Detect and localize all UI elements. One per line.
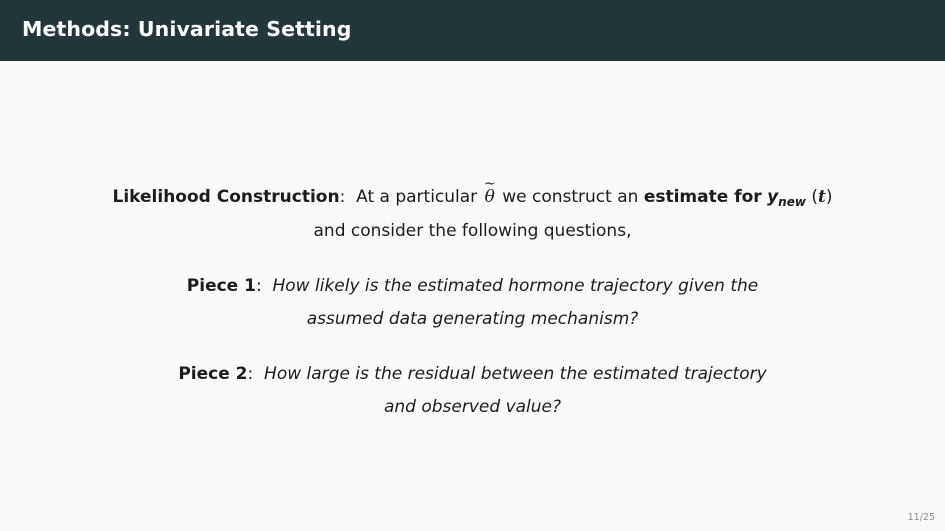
piece2-label: Piece 2 xyxy=(178,364,248,384)
estimate-phrase: estimate for xyxy=(643,187,762,207)
piece2-question-2: and observed value? xyxy=(383,397,562,417)
slide-title: Methods: Univariate Setting xyxy=(22,17,352,41)
t-variable: t xyxy=(817,187,826,207)
theta-tilde-symbol xyxy=(483,176,497,214)
y-variable: y xyxy=(767,187,779,207)
frame-header xyxy=(0,0,945,61)
page-number: 11/25 xyxy=(907,512,935,523)
theta-letter: θ xyxy=(484,187,495,207)
likelihood-line-1: Likelihood Construction: At a particular ~ θ we construct an estimate for $y_{new}$ (t) xyxy=(0,181,945,215)
y-new-t-expression: $y_{new}$ (t) xyxy=(767,187,833,209)
piece1-question-2: assumed data generating mechanism? xyxy=(306,309,639,329)
piece1-question-1: How likely is the estimated hormone trajectory given the xyxy=(272,276,759,296)
piece1-line-1: Piece 1: How likely is the estimated hormone trajectory given the xyxy=(186,276,759,296)
likelihood-text-1: At a particular xyxy=(356,187,478,207)
spacer xyxy=(0,248,945,270)
spacer xyxy=(0,336,945,358)
y-subscript: new xyxy=(778,195,806,209)
tilde-accent: ~ xyxy=(483,176,496,192)
likelihood-line-2: and consider the following questions, xyxy=(313,221,632,241)
piece2-question-1: How large is the residual between the estimated trajectory xyxy=(264,364,767,384)
piece1-label: Piece 1 xyxy=(186,276,256,296)
piece2-line-1: Piece 2: How large is the residual between the estimated trajectory xyxy=(178,364,767,384)
likelihood-text-2: we construct an xyxy=(502,187,639,207)
slide-body xyxy=(0,176,945,424)
likelihood-label: Likelihood Construction xyxy=(112,187,340,207)
